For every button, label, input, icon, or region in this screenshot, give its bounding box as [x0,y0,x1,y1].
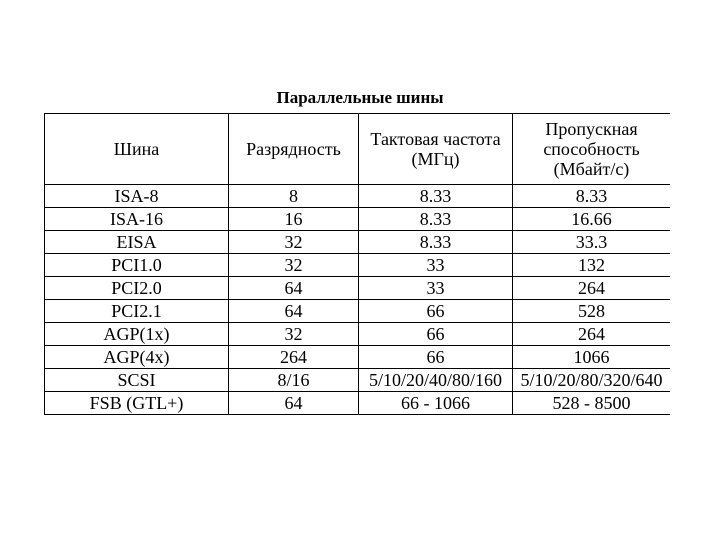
table-cell: 264 [229,346,359,369]
table-row [45,346,671,369]
table-cell: 8.33 [513,185,671,208]
table-row [45,208,671,231]
table-cell: AGP(1x) [45,323,229,346]
table-row [45,392,671,415]
table-cell: 32 [229,231,359,254]
table-cell: FSB (GTL+) [45,392,229,415]
table-header-row [45,114,671,185]
table-cell: 33 [359,277,513,300]
table-cell: 64 [229,277,359,300]
table-cell: 66 [359,300,513,323]
table-cell: 528 - 8500 [513,392,671,415]
table-cell: PCI2.0 [45,277,229,300]
bus-table [44,113,670,415]
table-cell: 66 - 1066 [359,392,513,415]
table-cell: 528 [513,300,671,323]
table-cell: EISA [45,231,229,254]
table-row [45,254,671,277]
table-cell: PCI2.1 [45,300,229,323]
table-cell: 8.33 [359,208,513,231]
table-cell: 132 [513,254,671,277]
table-row [45,277,671,300]
table-cell: 8.33 [359,185,513,208]
table-cell: 264 [513,277,671,300]
table-row [45,369,671,392]
table-cell: 16 [229,208,359,231]
header-clock: Тактовая частота (МГц) [359,114,513,185]
header-bus: Шина [45,114,229,185]
table-cell: 32 [229,254,359,277]
table-cell: 33.3 [513,231,671,254]
table-cell: 8.33 [359,231,513,254]
table-cell: PCI1.0 [45,254,229,277]
page-title: Параллельные шины [276,88,444,107]
table-row [45,231,671,254]
table-cell: 5/10/20/80/320/640 [513,369,671,392]
table-cell: 8/16 [229,369,359,392]
table-cell: 64 [229,392,359,415]
header-bandwidth: Пропускная способность (Мбайт/с) [513,114,671,185]
table-cell: 16.66 [513,208,671,231]
table-cell: 5/10/20/40/80/160 [359,369,513,392]
table-cell: 66 [359,346,513,369]
table-cell: AGP(4x) [45,346,229,369]
table-cell: 66 [359,323,513,346]
table-cell: ISA-16 [45,208,229,231]
table-row [45,323,671,346]
table-cell: 64 [229,300,359,323]
table-cell: 264 [513,323,671,346]
table-cell: 8 [229,185,359,208]
table-row [45,300,671,323]
bus-table-container [44,113,670,430]
table-cell: SCSI [45,369,229,392]
table-cell: ISA-8 [45,185,229,208]
table-cell: 1066 [513,346,671,369]
table-cell: 32 [229,323,359,346]
table-row [45,185,671,208]
table-cell: 33 [359,254,513,277]
header-width: Разрядность [229,114,359,185]
